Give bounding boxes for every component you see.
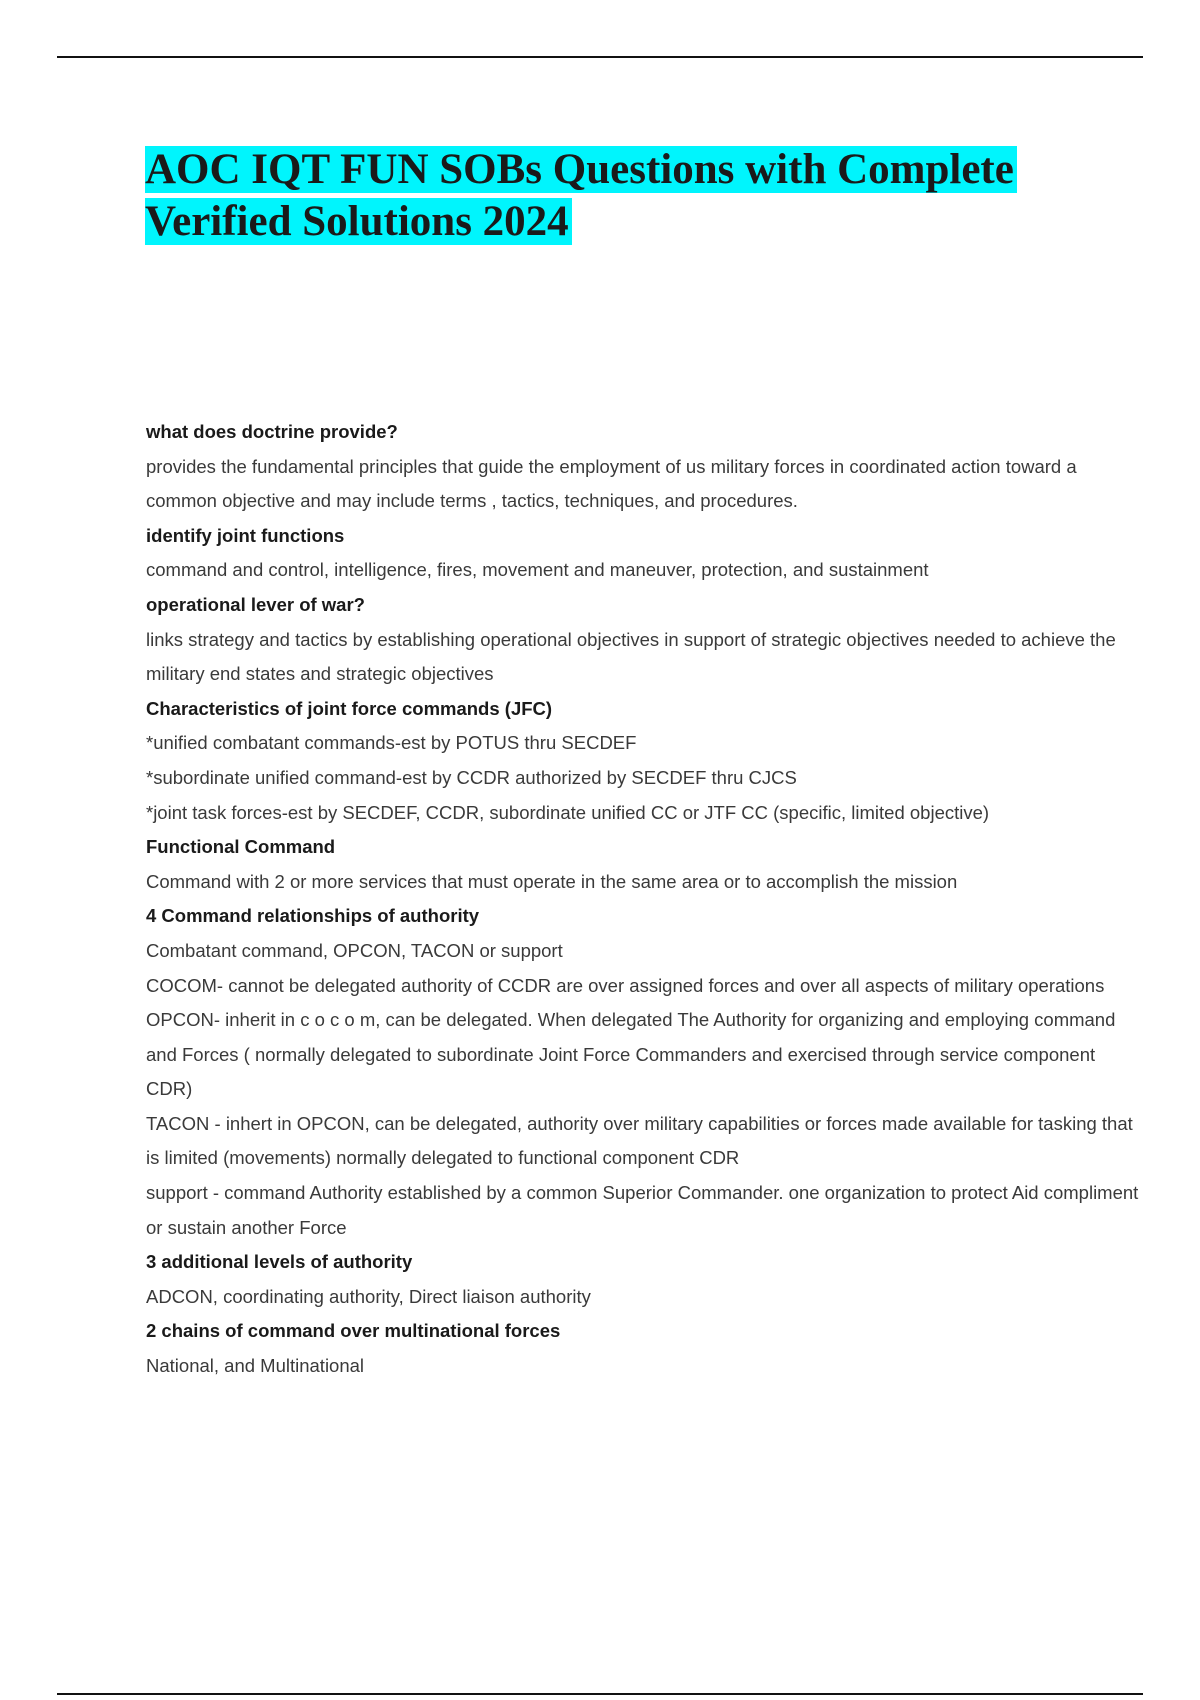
answer: COCOM- cannot be delegated authority of CCDR are over assigned forces and over all aspects of military operations — [146, 974, 1105, 996]
answer: *joint task forces-est by SECDEF, CCDR, subordinate unified CC or JTF CC (specific, limited objective) — [146, 801, 990, 823]
question: operational lever of war? — [146, 593, 365, 615]
question: Characteristics of joint force commands (JFC) — [146, 697, 553, 719]
question: 3 additional levels of authority — [146, 1251, 413, 1273]
answer: TACON - inhert in OPCON, can be delegated, authority over military capabilities or forces made available for tasking that is limited (movements) normally delegated to functional component CDR — [146, 1112, 1133, 1169]
question: 2 chains of command over multinational forces — [146, 1320, 561, 1342]
answer: OPCON- inherit in c o c o m, can be delegated. When delegated The Authority for organizing and employing command and Forces ( normally delegated to subordinate Joint Force Commanders and exercised through service component CDR) — [146, 1009, 1116, 1100]
question: what does doctrine provide? — [146, 421, 398, 442]
bottom-rule — [57, 1693, 1143, 1695]
answer: Combatant command, OPCON, TACON or support — [146, 939, 563, 961]
answer: *unified combatant commands-est by POTUS thru SECDEF — [146, 732, 637, 754]
answer: command and control, intelligence, fires, movement and maneuver, protection, and sustainment — [146, 559, 929, 581]
page-title — [145, 144, 1145, 248]
top-rule — [57, 56, 1143, 58]
answer: links strategy and tactics by establishing operational objectives in support of strategic objectives needed to achieve the military end states and strategic objectives — [146, 628, 1116, 685]
answer: Command with 2 or more services that must operate in the same area or to accomplish the mission — [146, 870, 958, 892]
answer: National, and Multinational — [146, 1355, 365, 1377]
question: Functional Command — [146, 836, 336, 858]
answer: provides the fundamental principles that guide the employment of us military forces in coordinated action toward a common objective and may include terms , tactics, techniques, and procedures. — [146, 455, 1077, 512]
question: 4 Command relationships of authority — [146, 905, 480, 927]
question: identify joint functions — [146, 524, 345, 546]
title-highlight: AOC IQT FUN SOBs Questions with Complete Verified Solutions 2024 — [145, 146, 1017, 245]
qa-list — [146, 415, 1146, 1384]
answer: *subordinate unified command-est by CCDR authorized by SECDEF thru CJCS — [146, 766, 797, 788]
answer: support - command Authority established by a common Superior Commander. one organization to protect Aid compliment or sustain another Force — [146, 1182, 1139, 1238]
answer: ADCON, coordinating authority, Direct liaison authority — [146, 1285, 591, 1307]
